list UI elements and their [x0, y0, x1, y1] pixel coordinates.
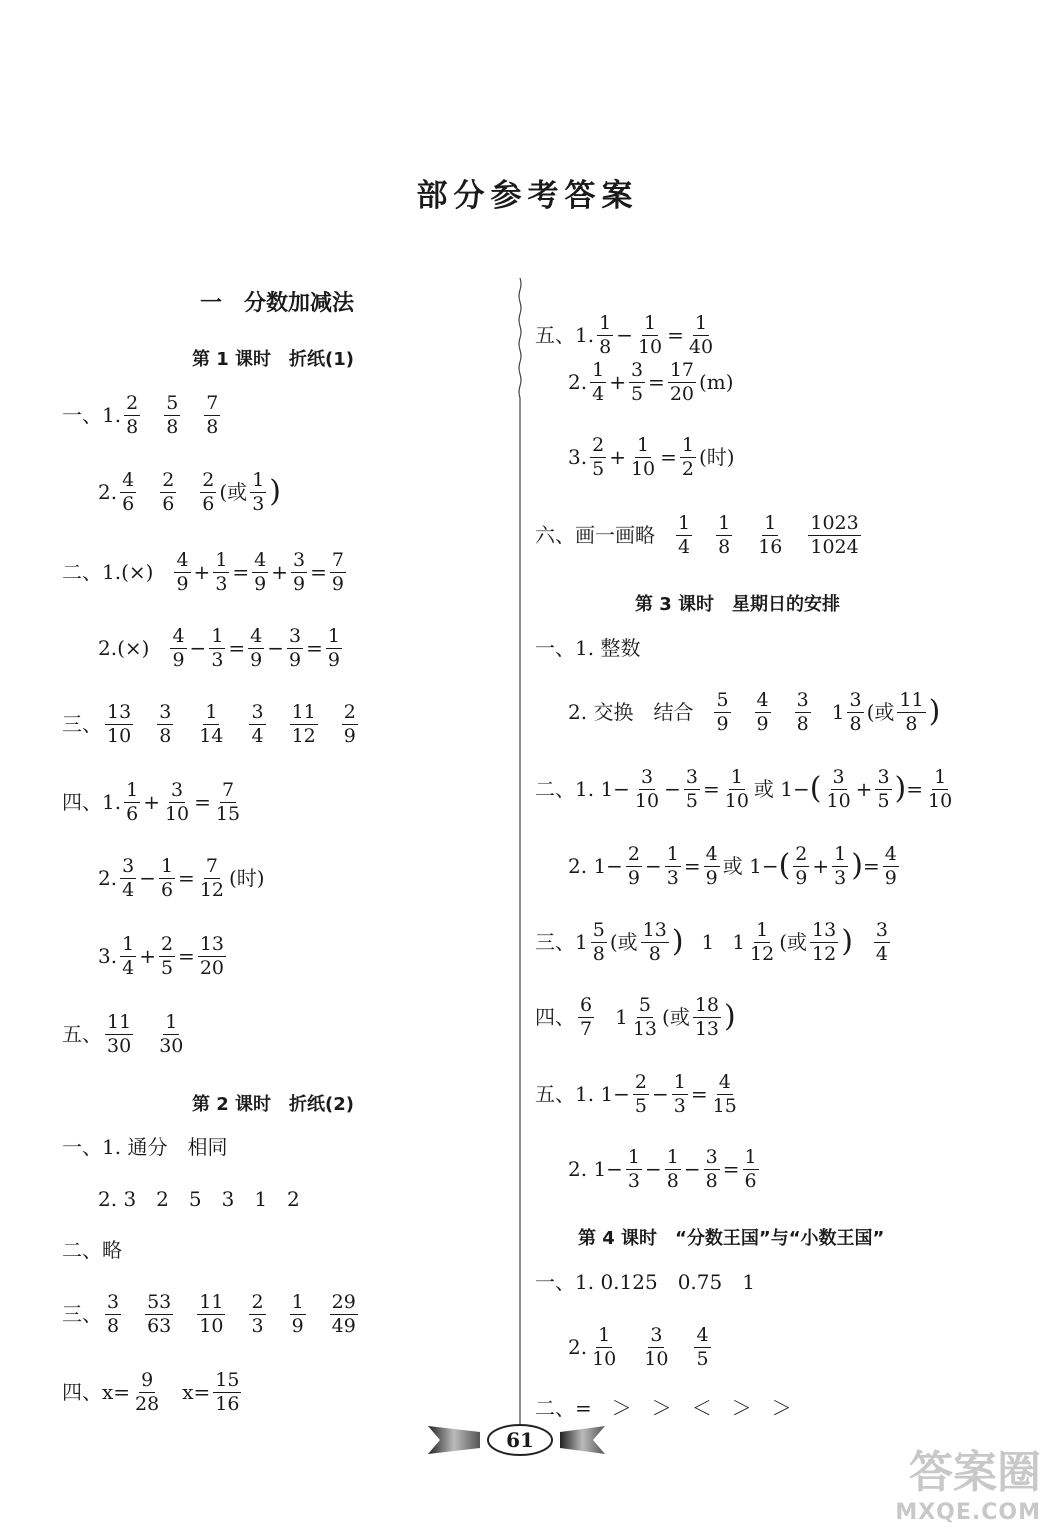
fraction: $\frac{11}{10}$ — [199, 1291, 224, 1337]
answer-text: − — [267, 636, 285, 661]
fraction: $\frac{1}{8}$ — [718, 512, 731, 558]
fraction: $\frac{4}{9}$ — [884, 843, 897, 889]
fraction: $\frac{1}{4}$ — [592, 359, 605, 405]
answer-line — [568, 435, 735, 480]
fraction: $\frac{4}{15}$ — [712, 1071, 737, 1117]
answer-text: ( — [809, 771, 822, 807]
fraction: $\frac{1}{4}$ — [678, 512, 691, 558]
fraction: $\frac{4}{6}$ — [122, 469, 135, 515]
fraction: $\frac{3}{5}$ — [685, 766, 698, 812]
answer-text: 四、1. — [62, 790, 122, 815]
fraction: $\frac{4}{9}$ — [250, 625, 263, 671]
watermark-logo — [881, 1436, 1041, 1526]
answer-text: 五、 — [62, 1022, 102, 1047]
fraction: $\frac{11}{8}$ — [899, 689, 924, 735]
fraction: $\frac{1}{3}$ — [666, 843, 679, 889]
fraction: $\frac{53}{63}$ — [147, 1291, 172, 1337]
answer-line — [568, 690, 940, 735]
answer-text: ) — [928, 694, 941, 730]
fraction: $\frac{1}{4}$ — [122, 933, 135, 979]
answer-text: + — [855, 777, 873, 802]
answer-line — [98, 856, 265, 901]
fraction: $\frac{15}{16}$ — [215, 1369, 240, 1415]
answer-text: + — [812, 854, 830, 879]
answer-line — [62, 1012, 188, 1057]
fraction: $\frac{1}{8}$ — [666, 1146, 679, 1192]
answer-line — [535, 638, 640, 658]
answer-line — [98, 1189, 300, 1209]
answer-text: (或 — [219, 480, 248, 505]
fraction: $\frac{3}{4}$ — [251, 701, 264, 747]
fraction: $\frac{3}{10}$ — [164, 779, 190, 825]
answer-line — [98, 470, 281, 515]
fraction: $\frac{1}{3}$ — [673, 1071, 686, 1117]
fraction: $\frac{7}{9}$ — [331, 549, 344, 595]
watermark-top: 答案圈 — [909, 1447, 1041, 1498]
answer-text: ) — [894, 771, 907, 807]
answer-text: ) — [851, 848, 863, 884]
answer-text: 六、画一画略 — [535, 523, 655, 548]
fraction: $\frac{2}{5}$ — [634, 1071, 648, 1117]
answer-text: 一、1. — [62, 403, 122, 428]
answer-text: ) — [269, 474, 281, 510]
fraction: $\frac{3}{5}$ — [630, 359, 644, 405]
answer-text: (m) — [699, 370, 734, 395]
answer-text: = — [660, 445, 677, 470]
fraction: $\frac{2}{3}$ — [251, 1291, 264, 1337]
fraction: $\frac{6}{7}$ — [580, 994, 593, 1040]
answer-line — [62, 702, 361, 747]
fraction: $\frac{29}{49}$ — [331, 1291, 356, 1337]
answer-text: 3. — [568, 445, 588, 470]
fraction: $\frac{3}{8}$ — [159, 701, 172, 747]
fraction: $\frac{1}{10}$ — [637, 312, 663, 358]
answer-text: 2.(×) — [98, 636, 150, 661]
answer-text: + — [143, 790, 160, 815]
answer-text: 2. — [98, 866, 118, 891]
answer-line — [535, 767, 957, 812]
answer-text: − — [645, 1157, 662, 1182]
fraction: $\frac{1}{3}$ — [252, 469, 265, 515]
answer-text: − — [139, 866, 156, 891]
fraction: $\frac{3}{10}$ — [826, 766, 851, 812]
fraction: $\frac{5}{8}$ — [592, 919, 605, 965]
answer-line — [568, 360, 734, 405]
answer-line — [62, 1292, 361, 1337]
answer-text: = — [228, 636, 246, 661]
answer-text: = — [310, 560, 327, 585]
fraction: $\frac{2}{5}$ — [160, 933, 174, 979]
fraction: $\frac{1}{10}$ — [630, 434, 656, 480]
answer-text: 三、 — [62, 712, 102, 737]
fraction: $\frac{2}{6}$ — [162, 469, 175, 515]
answer-line — [98, 626, 345, 671]
answer-text: 1 — [701, 930, 715, 955]
answer-text: 1 — [615, 1005, 628, 1030]
fraction: $\frac{17}{20}$ — [669, 359, 694, 405]
answer-text: (时) — [229, 866, 265, 891]
answer-line — [62, 1137, 227, 1157]
fraction: $\frac{1}{40}$ — [688, 312, 714, 358]
fraction: $\frac{5}{8}$ — [166, 392, 179, 438]
answer-text: 一、1. 整数 — [535, 636, 641, 660]
answer-text: 或 1− — [722, 854, 779, 879]
column-divider — [518, 278, 522, 1428]
answer-text: 2. — [568, 1335, 588, 1360]
fraction: $\frac{3}{10}$ — [634, 766, 660, 812]
answer-line — [62, 550, 349, 595]
fraction: $\frac{1}{12}$ — [750, 919, 775, 965]
answer-text: 2. 交换 结合 — [568, 700, 694, 725]
page-number: 61 — [506, 1428, 534, 1452]
answer-text: + — [193, 560, 211, 585]
fraction: $\frac{1}{14}$ — [199, 701, 224, 747]
fraction: $\frac{1}{3}$ — [215, 549, 228, 595]
answer-text: x= — [182, 1380, 211, 1405]
answer-text: + — [271, 560, 289, 585]
fraction: $\frac{1}{16}$ — [758, 512, 783, 558]
answer-text: = — [194, 790, 211, 815]
fraction: $\frac{3}{5}$ — [877, 766, 890, 812]
answer-line — [62, 780, 245, 825]
fraction: $\frac{2}{9}$ — [795, 843, 808, 889]
answer-text: 二、1. 1− — [535, 777, 630, 802]
fraction: $\frac{2}{9}$ — [343, 701, 356, 747]
fraction: $\frac{4}{5}$ — [696, 1324, 709, 1370]
answer-text: + — [609, 445, 626, 470]
answer-text: (或 — [609, 930, 638, 955]
answer-text: − — [189, 636, 207, 661]
answer-line — [568, 1325, 714, 1370]
answer-text: 或 1− — [753, 777, 810, 802]
answer-text: 三、1 — [535, 930, 588, 955]
answer-text: 2. 1− — [568, 854, 623, 879]
answer-text: 1 — [732, 930, 746, 955]
answer-text: 2. — [98, 480, 118, 505]
answer-line — [568, 1147, 762, 1192]
fraction: $\frac{1023}{1024}$ — [810, 512, 859, 558]
answer-text: = — [862, 854, 880, 879]
fraction: $\frac{1}{6}$ — [160, 855, 174, 901]
answer-text: = — [306, 636, 323, 661]
fraction: $\frac{5}{13}$ — [632, 994, 658, 1040]
answer-text: (或 — [866, 700, 895, 725]
answer-text: − — [664, 777, 681, 802]
answer-text: 二、= ＞ ＞ ＜ ＞ ＞ — [535, 1396, 792, 1420]
page-title: 部分参考答案 — [416, 178, 639, 214]
answer-text: 四、 — [535, 1005, 575, 1030]
answer-text: − — [652, 1082, 669, 1107]
fraction: $\frac{7}{12}$ — [199, 855, 224, 901]
fraction: $\frac{13}{20}$ — [199, 933, 224, 979]
fraction: $\frac{7}{15}$ — [215, 779, 241, 825]
answer-text: 二、1.(×) — [62, 560, 154, 585]
fraction: $\frac{4}{9}$ — [756, 689, 769, 735]
fraction: $\frac{2}{5}$ — [592, 434, 605, 480]
answer-text: 一、1. 通分 相同 — [62, 1135, 228, 1159]
answer-text: 五、1. — [535, 323, 595, 348]
fraction: $\frac{3}{9}$ — [289, 625, 302, 671]
answer-text: (或 — [779, 930, 808, 955]
fraction: $\frac{1}{2}$ — [681, 434, 694, 480]
fraction: $\frac{9}{28}$ — [135, 1369, 160, 1415]
answer-text: 二、略 — [62, 1238, 122, 1262]
answer-line — [98, 934, 229, 979]
fraction: $\frac{1}{8}$ — [599, 312, 612, 358]
answer-text: + — [139, 944, 156, 969]
fraction: $\frac{2}{6}$ — [202, 469, 215, 515]
answer-text: = — [648, 370, 665, 395]
fraction: $\frac{1}{10}$ — [928, 766, 953, 812]
answer-text: + — [609, 370, 626, 395]
fraction: $\frac{2}{8}$ — [126, 392, 139, 438]
answer-text: = — [232, 560, 250, 585]
fraction: $\frac{1}{10}$ — [724, 766, 749, 812]
fraction: $\frac{4}{9}$ — [705, 843, 718, 889]
answer-line — [62, 1240, 122, 1260]
fraction: $\frac{1}{10}$ — [592, 1324, 617, 1370]
answer-text: ) — [724, 999, 736, 1035]
fraction: $\frac{3}{4}$ — [122, 855, 135, 901]
answer-text: 2. — [568, 370, 588, 395]
fraction: $\frac{3}{9}$ — [293, 549, 306, 595]
section-heading: 一 分数加减法 — [200, 291, 355, 316]
answer-text: = — [178, 944, 195, 969]
answer-text: = — [722, 1157, 740, 1182]
lesson-1-heading: 第 1 课时 折纸(1) — [192, 349, 355, 370]
answer-text: − — [683, 1157, 701, 1182]
answer-text: ) — [671, 924, 684, 960]
lesson-2-heading: 第 2 课时 折纸(2) — [192, 1094, 355, 1115]
answer-text: ) — [841, 924, 853, 960]
answer-line — [535, 1272, 755, 1292]
answer-text: = — [690, 1082, 708, 1107]
fraction: $\frac{1}{9}$ — [291, 1291, 304, 1337]
answer-text: = — [178, 866, 195, 891]
fraction: $\frac{11}{12}$ — [291, 701, 316, 747]
fraction: $\frac{13}{10}$ — [107, 701, 132, 747]
fraction: $\frac{3}{4}$ — [875, 919, 889, 965]
answer-text: = — [702, 777, 720, 802]
answer-text: 一、1. 0.125 0.75 1 — [535, 1270, 755, 1294]
fraction: $\frac{3}{10}$ — [644, 1324, 669, 1370]
fraction: $\frac{2}{9}$ — [627, 843, 641, 889]
fraction: $\frac{1}{3}$ — [211, 625, 224, 671]
fraction: $\frac{3}{8}$ — [107, 1291, 120, 1337]
fraction: $\frac{7}{8}$ — [206, 392, 219, 438]
fraction: $\frac{1}{6}$ — [126, 779, 139, 825]
answer-text: = — [683, 854, 701, 879]
fraction: $\frac{18}{13}$ — [694, 994, 720, 1040]
answer-text: 四、x= — [62, 1380, 131, 1405]
answer-text: − — [616, 323, 633, 348]
fraction: $\frac{4}{9}$ — [176, 549, 189, 595]
answer-line — [535, 513, 864, 558]
fraction: $\frac{4}{9}$ — [254, 549, 267, 595]
fraction: $\frac{1}{3}$ — [627, 1146, 641, 1192]
answer-line — [62, 1370, 244, 1415]
answer-text: (时) — [699, 445, 735, 470]
fraction: $\frac{13}{8}$ — [642, 919, 667, 965]
fraction: $\frac{3}{8}$ — [849, 689, 862, 735]
answer-text: (或 — [662, 1005, 690, 1030]
answer-line — [535, 995, 736, 1040]
answer-line — [62, 393, 223, 438]
answer-text: 1 — [831, 700, 845, 725]
answer-text: ( — [778, 848, 791, 884]
answer-text: 2. 3 2 5 3 1 2 — [98, 1187, 300, 1211]
fraction: $\frac{1}{9}$ — [327, 625, 340, 671]
answer-line — [535, 1072, 742, 1117]
answer-line — [535, 313, 718, 358]
fraction: $\frac{5}{9}$ — [716, 689, 729, 735]
answer-text: = — [667, 323, 684, 348]
lesson-3-heading: 第 3 课时 星期日的安排 — [635, 594, 841, 615]
answer-text: 3. — [98, 944, 118, 969]
lesson-4-heading: 第 4 课时 “分数王国”与“小数王国” — [578, 1228, 885, 1249]
fraction: $\frac{1}{6}$ — [744, 1146, 757, 1192]
watermark-bottom: MXQE.COM — [895, 1500, 1041, 1525]
answer-line — [568, 844, 902, 889]
fraction: $\frac{11}{30}$ — [107, 1011, 132, 1057]
fraction: $\frac{1}{3}$ — [834, 843, 847, 889]
fraction: $\frac{3}{8}$ — [705, 1146, 718, 1192]
fraction: $\frac{13}{12}$ — [812, 919, 837, 965]
answer-text: − — [645, 854, 662, 879]
answer-line — [535, 1398, 792, 1418]
answer-text: 2. 1− — [568, 1157, 623, 1182]
fraction: $\frac{3}{8}$ — [796, 689, 809, 735]
fraction: $\frac{1}{30}$ — [159, 1011, 184, 1057]
answer-text: = — [906, 777, 924, 802]
answer-line — [535, 920, 893, 965]
fraction: $\frac{4}{9}$ — [172, 625, 185, 671]
answer-text: 三、 — [62, 1302, 102, 1327]
answer-text: 五、1. 1− — [535, 1082, 630, 1107]
